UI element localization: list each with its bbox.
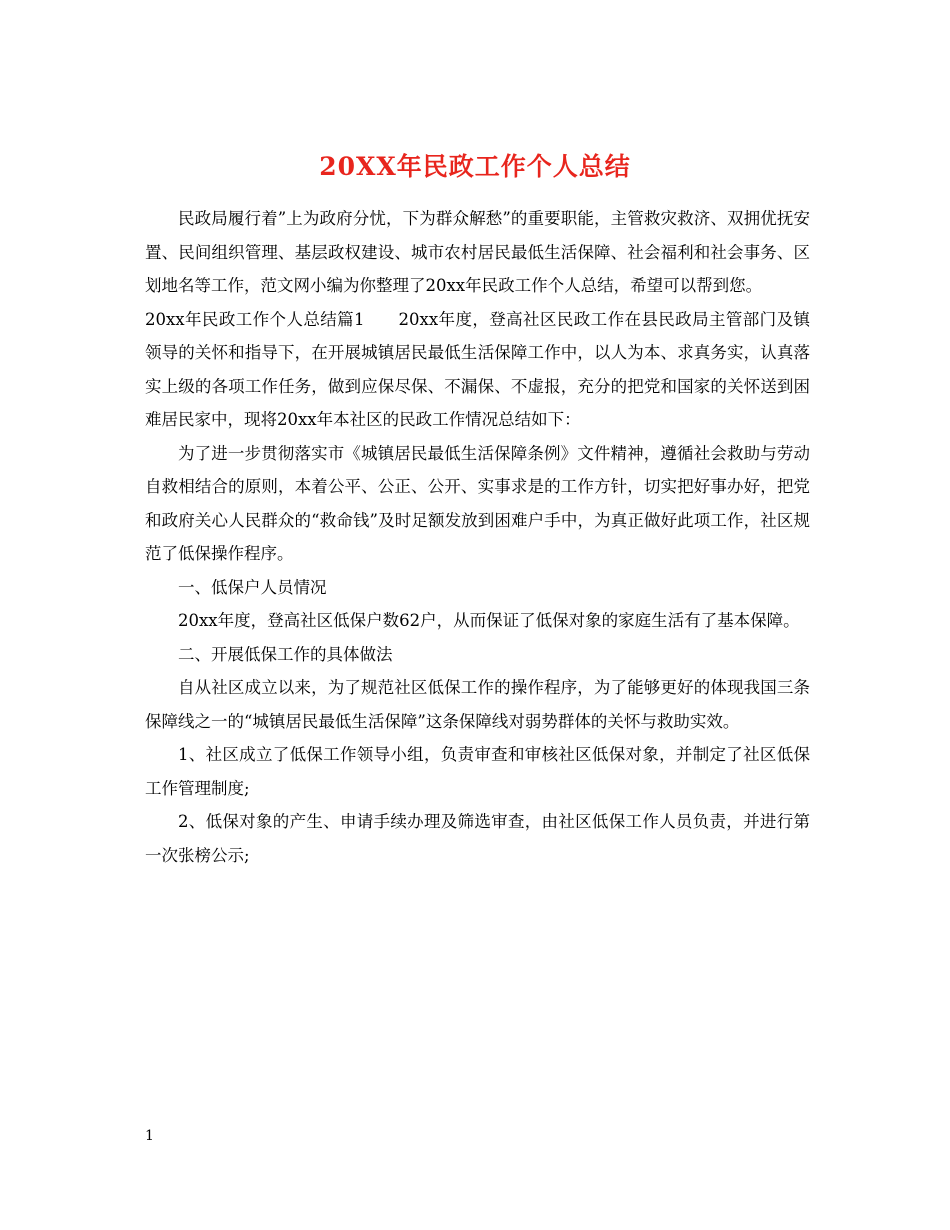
body-paragraph-1: 为了进一步贯彻落实市《城镇居民最低生活保障条例》文件精神，遵循社会救助与劳动自救相结合的原则，本着公平、公正、公开、实事求是的工作方针，切实把好事办好，把党和政府关心人民群众的“救命钱”及时足额发放到困难户手中，为真正做好此项工作，社区规范了低保操作程序。 xyxy=(145,443,810,563)
subheading-specific-methods: 二、开展低保工作的具体做法 xyxy=(178,644,393,664)
body-paragraph-2: 20xx年度，登高社区低保户数62户，从而保证了低保对象的家庭生活有了基本保障。 xyxy=(178,611,800,630)
document-title: 20XX年民政工作个人总结 xyxy=(319,151,631,181)
section-heading: 20xx年民政工作个人总结篇1 xyxy=(145,309,365,329)
intro-paragraph: 民政局履行着”上为政府分忧，下为群众解愁”的重要职能，主管救灾救济、双拥优抚安置、民间组织管理、基层政权建设、城市农村居民最低生活保障、社会福利和社会事务、区划地名等工作，范文网小编为你整理了20xx年民政工作个人总结，希望可以帮到您。 xyxy=(145,209,810,295)
list-item-1: 1、社区成立了低保工作领导小组，负责审查和审核社区低保对象，并制定了社区低保工作管理制度; xyxy=(145,745,810,798)
body-paragraph-3: 自从社区成立以来，为了规范社区低保工作的操作程序，为了能够更好的体现我国三条保障线之一的“城镇居民最低生活保障”这条保障线对弱势群体的关怀与救助实效。 xyxy=(145,678,810,731)
section-paragraph xyxy=(145,303,810,437)
section-first-text: 20xx年度，登高社区民政工作在县民政局主管部门及镇领导的关怀和指导下，在开展城镇居民最低生活保障工作中，以人为本、求真务实，认真落实上级的各项工作任务，做到应保尽保、不漏保、不虚报，充分的把党和国家的关怀送到困难居民家中，现将20xx年本社区的民政工作情况总结如下： xyxy=(145,309,810,429)
page-number: 1 xyxy=(145,1128,154,1144)
document-body xyxy=(145,202,810,872)
subheading-low-income-households: 一、低保户人员情况 xyxy=(178,577,327,597)
list-item-2: 2、低保对象的产生、申请手续办理及筛选审查，由社区低保工作人员负责，并进行第一次张榜公示; xyxy=(145,812,810,865)
